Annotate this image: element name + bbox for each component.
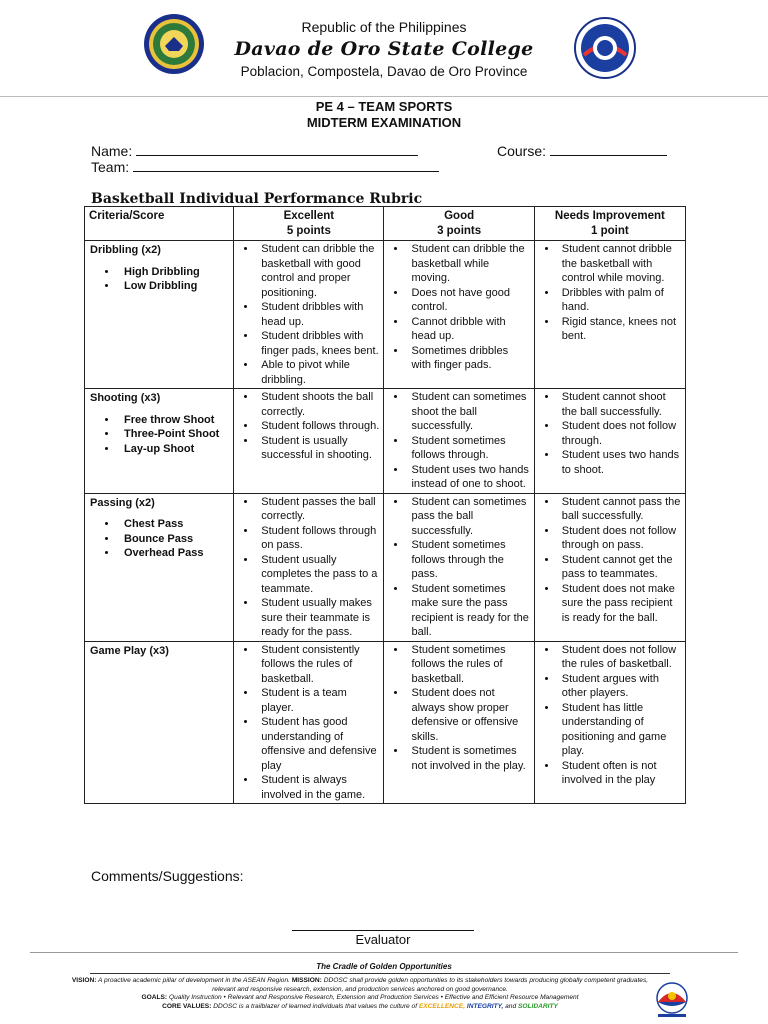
criteria-cell [85,493,234,641]
header-needs-improvement [534,207,685,241]
header-excellent [234,207,384,241]
descriptor: • Student shoots the ball correctly. [257,390,379,419]
course-input-line[interactable] [550,143,667,156]
vision-text: A proactive academic pillar of development in the ASEAN Region. [98,977,290,984]
descriptor: • Student cannot dribble the basketball with control while moving. [558,242,681,286]
vision-label: VISION: [71,977,97,984]
name-input-line[interactable] [136,143,418,156]
good-cell [384,641,534,804]
subskill: • Low Dribbling [118,279,229,294]
evaluator-label: Evaluator [355,932,411,947]
descriptor: • Student does not follow through. [558,419,681,448]
excellent-cell [234,241,384,389]
excellent-cell [234,389,384,494]
descriptor: • Rigid stance, knees not bent. [558,315,681,344]
header-needs-points: 1 point [591,224,629,237]
descriptor: • Student dribbles with finger pads, knees bent. [257,329,379,358]
good-cell [384,389,534,494]
descriptor: • Student passes the ball correctly. [257,495,379,524]
exam-title: MIDTERM EXAMINATION [306,115,462,130]
header-excellent-points: 5 points [286,224,331,237]
core-values-text: DDOSC is a trailblazer of learned individuals that values the culture of [213,1002,418,1010]
team-label: Team: [91,159,130,175]
college-name: Davao de Oro State College [234,38,534,60]
descriptor: • Student does not make sure the pass recipient is ready for the ball. [558,582,681,626]
descriptor: • Student consistently follows the rules of basketball. [257,643,379,687]
wqa-certification-icon [574,17,636,79]
team-field [91,159,439,175]
team-input-line[interactable] [133,159,439,172]
needs-cell [534,641,685,804]
descriptor: • Student cannot get the pass to teammates. [558,553,681,582]
header-good-points: 3 points [437,224,482,237]
descriptor: • Student follows through. [257,419,379,434]
college-address: Poblacion, Compostela, Davao de Oro Province [240,64,528,79]
course-title: PE 4 – TEAM SPORTS [315,99,453,114]
criteria-subskills [90,517,229,561]
subskill: • Three-Point Shoot [118,427,229,442]
subskill: • Chest Pass [118,517,229,532]
core-values-label: CORE VALUES: [162,1002,212,1010]
rubric-row-game-play [85,641,686,804]
criteria-name: Shooting (x3) [90,392,161,404]
descriptor: • Student argues with other players. [558,672,681,701]
descriptor: • Student sometimes follows the rules of basketball. [407,643,529,687]
evaluator-signature-line[interactable] [292,930,474,931]
core-values-and: and [505,1002,517,1010]
descriptor: • Student can sometimes shoot the ball successfully. [407,390,529,434]
header-excellent-label: Excellent [283,210,335,222]
criteria-subskills [90,265,229,294]
rubric-row-passing [85,493,686,641]
criteria-cell [85,641,234,804]
descriptor: • Student sometimes follows through. [407,434,529,463]
subskill: • Free throw Shoot [118,413,229,428]
subskill: • Overhead Pass [118,546,229,561]
descriptor: • Student can dribble the basketball while moving. [407,242,529,286]
good-cell [384,493,534,641]
descriptor: • Student cannot pass the ball successfully. [558,495,681,524]
header-good [384,207,534,241]
header-needs-label: Needs Improvement [554,210,665,222]
subskill: • Bounce Pass [118,532,229,547]
needs-cell [534,493,685,641]
descriptor: • Student often is not involved in the play [558,759,681,788]
footer-divider [30,952,738,953]
rubric-row-dribbling [85,241,686,389]
footer-rule [90,973,670,974]
descriptor: • Student is always involved in the game. [257,773,379,802]
mission-label: MISSION: [291,977,322,984]
subskill: • High Dribbling [118,265,229,280]
descriptor: • Student cannot shoot the ball successfully. [558,390,681,419]
goals-label: GOALS: [141,994,168,1002]
descriptor: • Student has little understanding of positioning and game play. [558,701,681,759]
header-criteria [85,207,234,241]
descriptor: • Student sometimes make sure the pass recipient is ready for the ball. [407,582,529,640]
rubric-row-shooting [85,389,686,494]
descriptor: • Student has good understanding of offensive and defensive play [257,715,379,773]
descriptor: • Student is usually successful in shooting. [257,434,379,463]
footer-tagline: The Cradle of Golden Opportunities [316,962,452,971]
rubric-table [84,206,686,804]
course-label: Course: [497,143,547,159]
descriptor: • Student usually completes the pass to a teammate. [257,553,379,597]
comments-label: Comments/Suggestions: [91,868,244,884]
header-criteria-label: Criteria/Score [89,210,165,222]
descriptor: • Student usually makes sure their teammate is ready for the pass. [257,596,379,640]
criteria-name: Dribbling (x2) [90,244,161,256]
descriptor: • Student dribbles with head up. [257,300,379,329]
header-divider [0,96,768,97]
good-cell [384,241,534,389]
descriptor: • Student can dribble the basketball with good control and proper positioning. [257,242,379,300]
criteria-name: Game Play (x3) [90,644,169,657]
descriptor: • Sometimes dribbles with finger pads. [407,344,529,373]
core-value-excellence: EXCELLENCE, [418,1002,466,1010]
rubric-header-row [85,207,686,241]
core-value-solidarity: SOLIDARITY [518,1002,558,1010]
descriptor: • Student can sometimes pass the ball successfully. [407,495,529,539]
republic-text: Republic of the Philippines [301,19,467,35]
descriptor: • Student sometimes follows through the pass. [407,538,529,582]
excellent-cell [234,493,384,641]
descriptor: • Student uses two hands to shoot. [558,448,681,477]
descriptor: • Does not have good control. [407,286,529,315]
descriptor: • Dribbles with palm of hand. [558,286,681,315]
descriptor: • Cannot dribble with head up. [407,315,529,344]
descriptor: • Student follows through on pass. [257,524,379,553]
descriptor: • Student uses two hands instead of one to shoot. [407,463,529,492]
core-values [60,1003,660,1012]
criteria-cell [85,389,234,494]
footer-statements [60,977,660,1011]
descriptor: • Student does not always show proper defensive or offensive skills. [407,686,529,744]
criteria-name: Passing (x2) [90,496,155,509]
mission-text: DDOSC shall provide golden opportunities to its stakeholders towards producing globally competent graduates, relevant and responsive research, extension, and production services anchored on good governance. [212,977,649,993]
vision-mission [60,977,660,994]
subskill: • Lay-up Shoot [118,442,229,457]
rubric-title: Basketball Individual Performance Rubric [91,191,423,207]
name-field [91,143,418,159]
descriptor: • Able to pivot while dribbling. [257,358,379,387]
descriptor: • Student does not follow through on pass. [558,524,681,553]
descriptor: • Student does not follow the rules of basketball. [558,643,681,672]
course-field [497,143,667,159]
header-good-label: Good [444,210,475,222]
needs-cell [534,389,685,494]
descriptor: • Student is a team player. [257,686,379,715]
goals-text: Quality Instruction • Relevant and Responsive Research, Extension and Production Services • Effective and Efficient Resource Management [168,994,579,1002]
core-value-integrity: INTEGRITY, [466,1002,504,1010]
excellent-cell [234,641,384,804]
bagong-pilipinas-logo-icon [650,980,694,1020]
descriptor: • Student is sometimes not involved in the play. [407,744,529,773]
name-label: Name: [91,143,133,159]
criteria-cell [85,241,234,389]
needs-cell [534,241,685,389]
goals [60,994,660,1003]
criteria-subskills [90,413,229,457]
